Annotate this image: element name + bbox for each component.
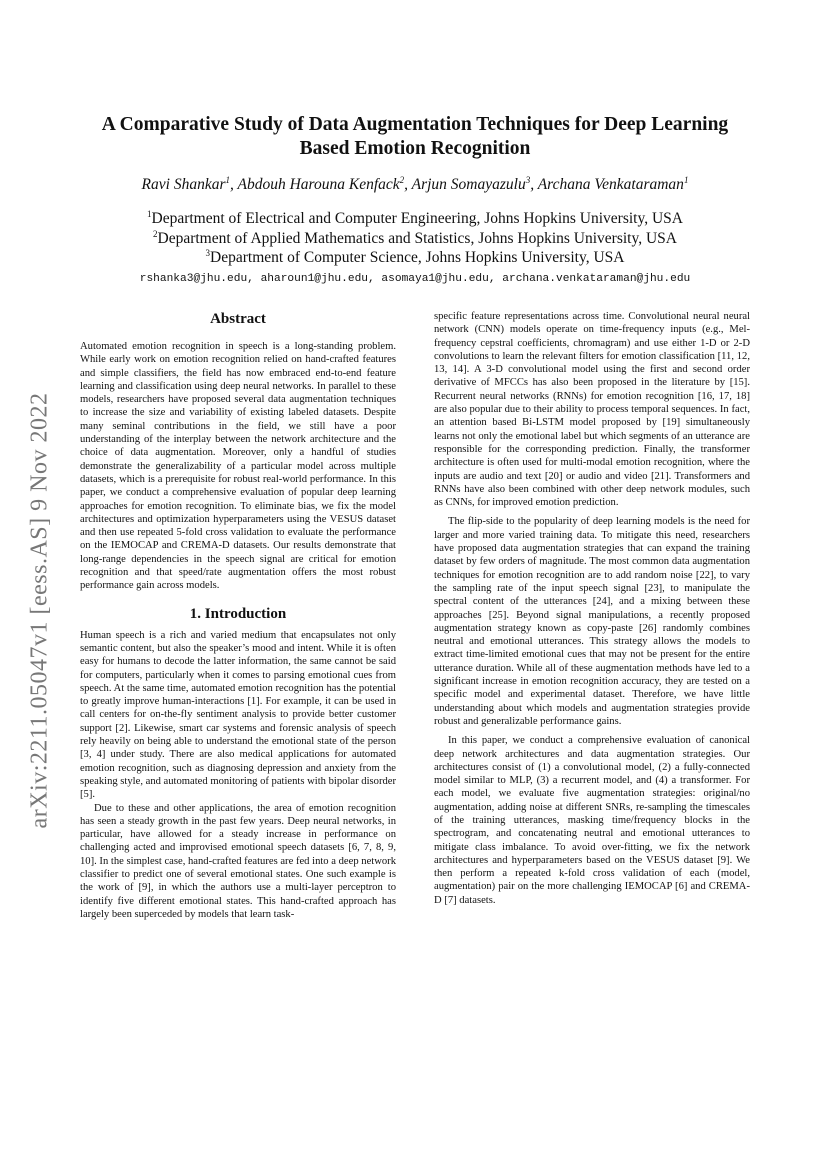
affiliation-line: [80, 229, 750, 249]
affiliation-list: [80, 209, 750, 268]
abstract-heading: Abstract: [210, 311, 266, 327]
arxiv-identifier: [12, 340, 68, 880]
affiliation-text: Department of Applied Mathematics and Statistics, Johns Hopkins University, USA: [157, 229, 677, 247]
affiliation-text: Department of Electrical and Computer Engineering, Johns Hopkins University, USA: [151, 210, 683, 227]
paper-title: A Comparative Study of Data Augmentation Techniques for Deep Learning Based Emotion Recognition: [101, 114, 729, 159]
right-column: [434, 310, 750, 907]
intro-paragraph: Human speech is a rich and varied medium that encapsulates not only semantic content, but also the speaker’s mood and intent. While it is often easy for humans to decode the latter information, the same cannot be said for computers, particularly when it comes to parsing emotional cues from speech. At the same time, automated emotion recognition has the potential to greatly improve human-interactions [1]. For example, it can be used in call centers for on-the-fly sentiment analysis to provide better customer support [2]. Likewise, smart car systems and forensic analysis of speech rely heavily on being able to understand the emotional state of the person [3, 4] under study. There are also medical applications for automated emotion recognition, such as diagnosing depression and anxiety from the speaking style, and automated monitoring of patients with bipolar disorder [5].: [80, 629, 396, 801]
author-affiliation-mark: 3: [525, 174, 531, 185]
author-affiliation-mark: 1: [225, 174, 230, 185]
introduction-heading: 1. Introduction: [189, 605, 287, 622]
affiliation-mark: 2: [153, 228, 158, 239]
affiliation-mark: 3: [205, 247, 211, 258]
author-name: Abdouh Harouna Kenfack: [237, 176, 400, 193]
affiliation-mark: 1: [147, 208, 152, 219]
author-name: Archana Venkataraman: [537, 176, 684, 193]
author-affiliation-mark: 1: [683, 174, 689, 185]
author-name: Arjun Somayazulu: [411, 176, 526, 193]
author-affiliation-mark: 2: [399, 174, 405, 185]
intro-paragraph: The flip-side to the popularity of deep learning models is the need for larger and more varied training data. To mitigate this need, researchers have proposed data augmentation strategies that can expand the training dataset by few orders of magnitude. The most common data augmentation techniques for emotion recognition are to add random noise [22], to vary the sampling rate of the input speech signal [23], to manipulate the spectral content of the utterances [24], and a mixing between these approaches [25]. Beyond signal manipulations, a recently proposed augmentation strategy known as copy-paste [26] randomly combines neutral and emotional utterances. This strategy allows the models to extract time-limited emotional cues that may not be present for the entire utterance duration. While all of these augmentation methods have led to a significant increase in emotion recognition accuracy, they are tested on a specific model and experimental dataset. Therefore, we have little understanding about which models and augmentation strategies provide robust and generalizable performance gains.: [434, 516, 750, 727]
intro-paragraph: specific feature representations across time. Convolutional neural neural network (CNN) models operate on time-frequency inputs (e.g., Mel-frequency cepstral coefficients, chromagram) and use either 1-D or 2-D convolutions to learn the relevant filters for emotion classification [11, 12, 13, 14]. A 3-D convolutional model using the first and second order derivative of MFCCs has also been proposed in the literature by [15]. Recurrent neural networks (RNNs) for emotion recognition [16, 17, 18] are also popular due to their ability to process temporal sequences. In fact, an attention based Bi-LSTM model proposed by [19] simultaneously learns not only the emotional label but which segments of an utterance are responsible for the corresponding prediction. Finally, the transformer architecture is often used for multi-modal emotion recognition, where the inputs are audio and text [20] or audio and video [21]. Transformers and RNNs have also been combined with other deep network modules, such as CNNs, for improved emotion prediction.: [434, 311, 750, 509]
left-column: [80, 310, 396, 921]
intro-paragraph: In this paper, we conduct a comprehensive evaluation of canonical deep network architectures and data augmentation strategies. Our architectures consist of (1) a convolutional model, (2) a fully-connected model similar to MLP, (3) a recurrent model, and (4) a transformer. For each model, we evaluate five augmentation strategies: original/no augmentation, adding noise at different SNRs, re-sampling the timescales of the training utterances, masking time/frequency blocks in the spectrogram, and concatenating neutral and emotional utterances to mitigate class imbalance. To avoid over-fitting, we fix the network architectures and hyperparameters based on the VESUS dataset [9]. We then perform a repeated k-fold cross validation of each (model, augmentation) pair on the more challenging IEMOCAP [6] and CREMA-D [7] datasets.: [434, 735, 750, 906]
author-name: Ravi Shankar: [141, 176, 226, 193]
arxiv-identifier-text: arXiv:2211.05047v1 [eess.AS] 9 Nov 2022: [26, 392, 53, 828]
author-emails: rshanka3@jhu.edu, aharoun1@jhu.edu, asomaya1@jhu.edu, archana.venkataraman@jhu.edu: [139, 273, 691, 285]
abstract-text: Automated emotion recognition in speech is a long-standing problem. While early work on emotion recognition relied on hand-crafted features and simple classifiers, the field has now embraced end-to-end feature learning and classification using deep neural networks. In parallel to these models, researchers have proposed several data augmentation techniques to increase the size and variability of existing labeled datasets. Despite many seminal contributions in the field, we still have a poor understanding of the interplay between the network architecture and the choice of data augmentation. Moreover, only a handful of studies demonstrate the generalizability of a particular model across multiple datasets, which is a prerequisite for robust real-world performance. In this paper, we conduct a comprehensive evaluation of popular deep learning approaches for emotion recognition. To eliminate bias, we fix the model architectures and optimization hyperparameters using the VESUS dataset and then use repeated 5-fold cross validation to evaluate the performance on the IEMOCAP and CREMA-D datasets. Our results demonstrate that long-range dependencies in the speech signal are critical for emotion recognition and that speed/rate augmentation offers the most robust performance gain across models.: [80, 341, 396, 592]
affiliation-line: [80, 209, 750, 229]
author-list: Ravi Shankar$^1$, Abdouh Harouna Kenfack$^2$, Arjun Somayazulu$^3$, Archana Venkataraman$^1$: [141, 174, 689, 193]
affiliation-line: [80, 248, 750, 268]
affiliation-text: Department of Computer Science, Johns Hopkins University, USA: [210, 249, 625, 266]
intro-paragraph: Due to these and other applications, the area of emotion recognition has seen a steady growth in the past few years. Deep neural networks, in particular, have allowed for a steady increase in performance on challenging acted and improvised emotional speech datasets [6, 7, 8, 9, 10]. In the simplest case, hand-crafted features are fed into a deep network classifier to predict one of several emotional states. One such example is the work of [9], in which the authors use a multi-layer perceptron to identify five different emotional states. This hand-crafted approach has largely been superceded by models that learn task-: [80, 802, 396, 920]
